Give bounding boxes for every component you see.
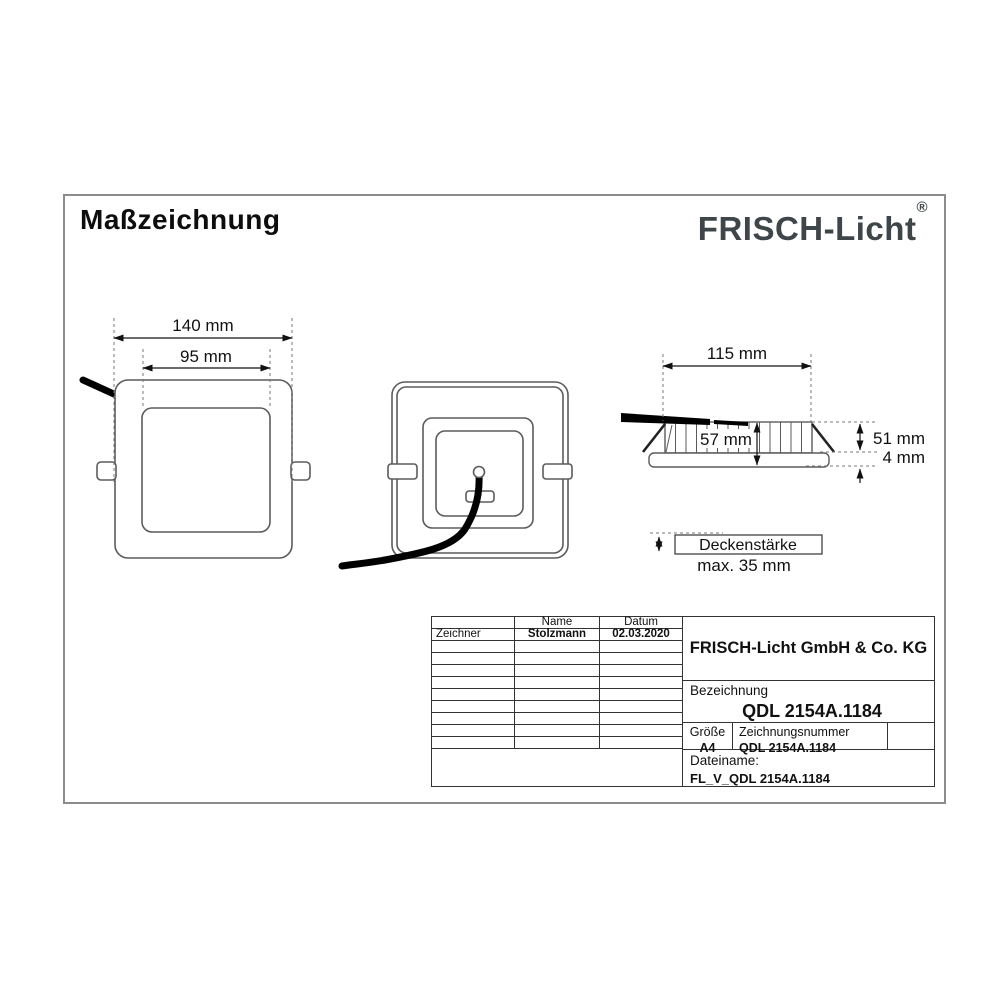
table-empty-area [432,749,682,786]
ceiling-label: Deckenstärke [699,537,797,554]
table-row [432,653,682,665]
table-row [432,641,682,653]
title-block [431,616,935,787]
mounting-clip-right [543,464,572,479]
filename-cell [683,750,934,786]
light-aperture [142,408,270,532]
drawing-number-value: QDL 2154A.1184 [739,740,837,755]
size-label: Größe [689,725,726,739]
rear-view [342,382,572,566]
drawing-number-label: Zeichnungsnummer [739,725,850,739]
cell-name: Stolzmann [515,629,600,640]
table-row [432,701,682,713]
title-block-info [683,617,934,786]
mounting-clip-left [97,462,116,480]
dim-51mm: 51 mm [873,429,925,448]
drawing-number-cell [733,723,888,755]
designation-cell [683,681,934,723]
ceiling-max-value: max. 35 mm [697,556,791,575]
company-name: FRISCH-Licht GmbH & Co. KG [683,617,934,681]
table-row [432,737,682,749]
header-cell-name: Name [515,617,600,628]
dim-140mm: 140 mm [172,316,234,335]
cell-role: Zeichner [432,629,515,640]
designation-value: QDL 2154A.1184 [742,700,882,721]
size-drawingnumber-row [683,723,934,755]
filename-value: FL_V_QDL 2154A.1184 [690,770,830,786]
dim-4mm: 4 mm [882,448,925,467]
header-cell-datum: Datum [624,615,658,628]
spring-clip-right [812,424,834,452]
flange [649,453,829,467]
dim-115mm: 115 mm [706,344,768,363]
table-row [432,677,682,689]
table-row [432,713,682,725]
cable [83,380,116,395]
designation-label: Bezeichnung [690,683,769,698]
cell-date: 02.03.2020 [612,627,670,640]
mounting-clip-right [291,462,310,480]
table-row [432,725,682,737]
empty-cell [888,723,934,749]
page-title: Maßzeichnung [80,204,281,235]
dim-95mm: 95 mm [180,347,232,366]
size-cell [683,723,733,755]
ceiling-thickness-note [650,533,822,575]
brand-logo-text: FRISCH-Licht [697,210,917,247]
front-view [83,380,310,558]
size-value: A4 [699,740,716,755]
spring-clip-left [643,424,665,452]
title-block-revision-table [432,617,683,786]
table-row [432,665,682,677]
cable-entry-hole [474,467,485,478]
filename-label: Dateiname: [690,753,760,768]
table-row [432,689,682,701]
table-row-zeichner [432,629,682,641]
dim-57mm: 57 mm [700,430,752,449]
mounting-clip-left [388,464,417,479]
cable [621,413,710,425]
header-cell-empty [432,617,515,628]
registered-trademark-icon: ® [916,199,928,216]
